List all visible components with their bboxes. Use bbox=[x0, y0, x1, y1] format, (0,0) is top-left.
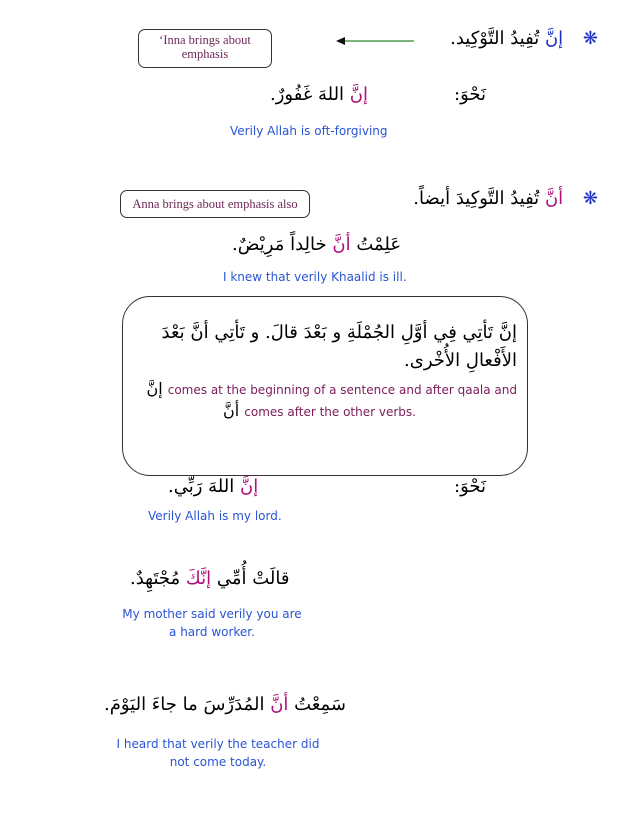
note-english-anna bbox=[223, 401, 416, 420]
example-start: سَمِعْتُ bbox=[294, 694, 347, 715]
note-anna-text: comes after the other verbs. bbox=[244, 405, 416, 419]
rule-highlight: أنَّ bbox=[544, 188, 564, 209]
translation: Verily Allah is oft-forgiving bbox=[230, 124, 388, 138]
translation-line-1: My mother said verily you are bbox=[122, 607, 302, 621]
translation: Verily Allah is my lord. bbox=[148, 509, 282, 523]
callout-inna-emphasis bbox=[138, 29, 272, 68]
translation-line-2: a hard worker. bbox=[169, 625, 255, 639]
rule-line-anna bbox=[413, 188, 598, 209]
callout-anna-emphasis bbox=[120, 190, 310, 218]
example-highlight: إنَّ bbox=[349, 84, 369, 105]
example-sentence bbox=[270, 84, 368, 105]
example-sentence bbox=[168, 476, 258, 497]
example-highlight: إنَّ bbox=[239, 476, 259, 497]
grammar-note-box bbox=[122, 296, 528, 476]
example-highlight: أنَّ bbox=[332, 234, 351, 255]
rule-line-inna bbox=[450, 28, 598, 49]
example-rest: خالِداً مَرِيْضٌ. bbox=[232, 234, 327, 255]
note-arabic: إنَّ تَأتِي فِي أوَّلِ الجُمْلَةِ و بَعْدَ قالَ. و تَأتِي أنَّ بَعْدَ الأَفْعالِ الأُخْرى. bbox=[161, 322, 517, 371]
rule-text: تُفِيدُ التَّوْكِيد. bbox=[450, 28, 540, 49]
flower-bullet-icon: ❋ bbox=[582, 188, 598, 209]
rule-text: تُفِيدُ التَّوكِيدَ أيضاً. bbox=[413, 188, 540, 209]
translation-line-1: I heard that verily the teacher did bbox=[116, 737, 320, 751]
note-english-inna bbox=[143, 379, 517, 398]
callout-text: Anna brings about emphasis also bbox=[132, 197, 298, 211]
translation-line-2: not come today. bbox=[169, 755, 267, 769]
note-inna-text: comes at the beginning of a sentence and after qaala and bbox=[167, 383, 517, 397]
note-inna-word: إنَّ bbox=[146, 379, 163, 398]
example-sentence bbox=[104, 694, 346, 715]
note-anna-word: أنَّ bbox=[223, 401, 240, 420]
callout-text: ‘Inna brings about emphasis bbox=[159, 33, 251, 61]
rule-highlight: إنَّ bbox=[544, 28, 564, 49]
flower-bullet-icon: ❋ bbox=[582, 28, 598, 49]
translation bbox=[108, 735, 328, 771]
example-rest: المُدَرِّسَ ما جاءَ اليَوْمَ. bbox=[104, 694, 265, 715]
translation: I knew that verily Khaalid is ill. bbox=[223, 270, 407, 284]
example-start: قالَتْ أُمِّي bbox=[216, 568, 290, 589]
example-start: عَلِمْتُ bbox=[356, 234, 402, 255]
example-label: نَحْوَ: bbox=[454, 476, 486, 497]
example-highlight: إنَّكَ bbox=[185, 568, 212, 589]
example-sentence bbox=[130, 568, 289, 589]
example-rest: مُجْتَهِدٌ. bbox=[130, 568, 181, 589]
example-rest: اللهَ رَبِّي. bbox=[168, 476, 235, 497]
example-highlight: أنَّ bbox=[270, 694, 289, 715]
example-rest: اللهَ غَفُورٌ. bbox=[270, 84, 345, 105]
arrow-left-icon bbox=[336, 34, 416, 48]
example-sentence bbox=[232, 234, 401, 255]
example-label: نَحْوَ: bbox=[454, 84, 486, 105]
translation bbox=[112, 605, 312, 641]
